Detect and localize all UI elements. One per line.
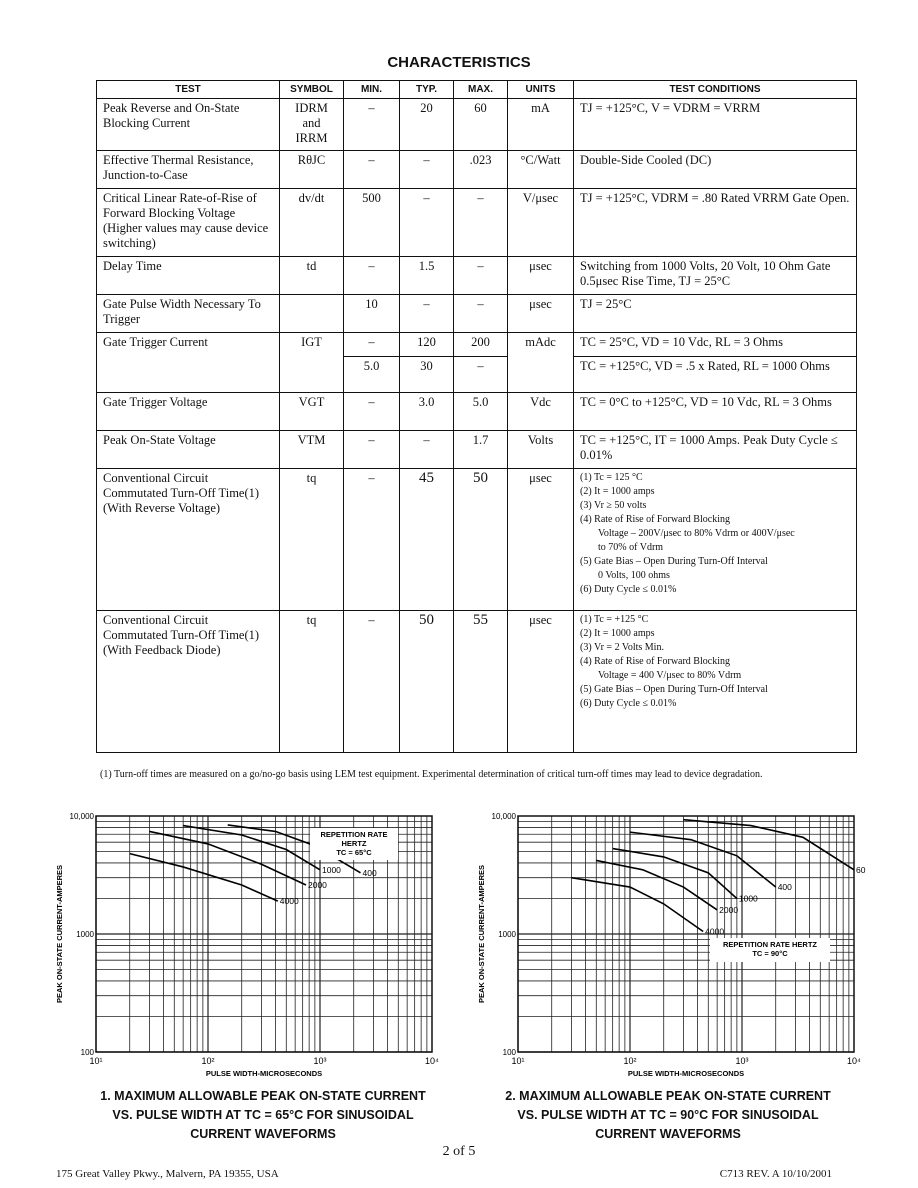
column-header: UNITS — [508, 81, 574, 99]
x-axis-label: PULSE WIDTH-MICROSECONDS — [627, 1069, 745, 1078]
y-tick-label: 100 — [502, 1048, 516, 1057]
series-line — [613, 849, 737, 899]
series-label: 400 — [777, 882, 792, 893]
max-cell: – — [454, 257, 508, 295]
condition-cell: Double-Side Cooled (DC) — [574, 151, 857, 189]
page-title: CHARACTERISTICS — [387, 54, 531, 71]
condition-line: (1) Tc = 125 °C — [580, 472, 643, 483]
typ-cell: 50 — [400, 611, 454, 753]
y-tick-label: 1000 — [76, 930, 94, 939]
series-label: 400 — [362, 867, 377, 878]
characteristics-table — [96, 80, 857, 753]
document-revision: C713 REV. A 10/10/2001 — [719, 1168, 832, 1180]
condition-line: (3) Vr ≥ 50 volts — [580, 500, 647, 511]
series-label: 1000 — [738, 893, 758, 904]
typ-cell: 1.5 — [400, 257, 454, 295]
series-label: 2000 — [308, 880, 327, 891]
min-cell: – — [344, 611, 400, 753]
typ-cell: – — [400, 295, 454, 333]
units-cell: μsec — [508, 611, 574, 753]
condition-cell: TC = 0°C to +125°C, VD = 10 Vdc, RL = 3 Ohms — [574, 393, 857, 431]
series-line — [149, 831, 306, 885]
chart-1 — [48, 806, 448, 1086]
units-cell: mA — [508, 99, 574, 151]
symbol-cell: td — [280, 257, 344, 295]
symbol-cell: tq — [280, 469, 344, 611]
typ-cell: 30 — [400, 357, 454, 393]
max-cell: .023 — [454, 151, 508, 189]
min-cell: 500 — [344, 189, 400, 257]
test-cell: Gate Trigger Voltage — [97, 393, 280, 431]
company-address: 175 Great Valley Pkwy., Malvern, PA 19355, USA — [56, 1168, 279, 1180]
condition-line: Voltage – 200V/μsec to 80% Vdrm or 400V/μsec — [598, 528, 795, 539]
condition-cell: TC = 25°C, VD = 10 Vdc, RL = 3 Ohms — [574, 333, 857, 357]
condition-line: (4) Rate of Rise of Forward Blocking — [580, 656, 730, 667]
typ-cell: 20 — [400, 99, 454, 151]
table-row — [97, 189, 857, 257]
condition-line: (2) It = 1000 amps — [580, 486, 655, 497]
units-cell: °C/Watt — [508, 151, 574, 189]
table-row — [97, 151, 857, 189]
series-label: 4000 — [705, 926, 725, 937]
test-cell: Gate Pulse Width Necessary To Trigger — [97, 295, 280, 333]
legend-title: REPETITION RATE HERTZ — [722, 940, 818, 949]
min-cell: – — [344, 431, 400, 469]
column-header: MIN. — [344, 81, 400, 99]
min-cell: – — [344, 469, 400, 611]
chart-1-caption: 1. MAXIMUM ALLOWABLE PEAK ON-STATE CURRENT VS. PULSE WIDTH AT TC = 65°C FOR SINUSOIDAL CURRENT WAVEFORMS — [100, 1089, 426, 1141]
symbol-cell: IDRM and IRRM — [280, 99, 344, 151]
condition-cell: TJ = 25°C — [574, 295, 857, 333]
x-tick-label: 10² — [623, 1056, 637, 1066]
units-cell: μsec — [508, 257, 574, 295]
page-number: 2 of 5 — [442, 1144, 476, 1159]
column-header: TEST CONDITIONS — [574, 81, 857, 99]
condition-line: (3) Vr = 2 Volts Min. — [580, 642, 664, 653]
test-cell: Critical Linear Rate-of-Rise of Forward Blocking Voltage (Higher values may cause device switching) — [97, 189, 280, 257]
max-cell: – — [454, 357, 508, 393]
y-tick-label: 10,000 — [69, 812, 94, 821]
test-cell: Conventional Circuit Commutated Turn-Off Time(1) (With Reverse Voltage) — [97, 469, 280, 611]
max-cell: 55 — [454, 611, 508, 753]
min-cell: – — [344, 257, 400, 295]
condition-line: (6) Duty Cycle ≤ 0.01% — [580, 698, 677, 709]
test-cell: Conventional Circuit Commutated Turn-Off Time(1) (With Feedback Diode) — [97, 611, 280, 753]
condition-line: (1) Tc = +125 °C — [580, 614, 649, 625]
max-cell: 200 — [454, 333, 508, 357]
units-cell: Volts — [508, 431, 574, 469]
max-cell: 60 — [454, 99, 508, 151]
column-header: TEST — [97, 81, 280, 99]
legend — [310, 828, 398, 860]
condition-line: (5) Gate Bias – Open During Turn-Off Interval — [580, 684, 768, 695]
max-cell: – — [454, 295, 508, 333]
units-cell: μsec — [508, 469, 574, 611]
units-cell: V/μsec — [508, 189, 574, 257]
condition-line: 0 Volts, 100 ohms — [598, 570, 670, 581]
min-cell: – — [344, 151, 400, 189]
max-cell: – — [454, 189, 508, 257]
test-cell: Gate Trigger Current — [97, 333, 280, 393]
y-axis-label: PEAK ON-STATE CURRENT-AMPERES — [477, 864, 486, 1004]
footnote: (1) Turn-off times are measured on a go/no-go basis using LEM test equipment. Experimental determination of critical turn-off times may lead to device degradation. — [100, 769, 763, 780]
symbol-cell: RθJC — [280, 151, 344, 189]
typ-cell: 120 — [400, 333, 454, 357]
condition-line: (5) Gate Bias – Open During Turn-Off Interval — [580, 556, 768, 567]
symbol-cell: dv/dt — [280, 189, 344, 257]
condition-cell: Switching from 1000 Volts, 20 Volt, 10 Ohm Gate 0.5μsec Rise Time, TJ = 25°C — [574, 257, 857, 295]
chart-2-caption: 2. MAXIMUM ALLOWABLE PEAK ON-STATE CURRENT VS. PULSE WIDTH AT TC = 90°C FOR SINUSOIDAL CURRENT WAVEFORMS — [505, 1089, 831, 1141]
condition-line: (6) Duty Cycle ≤ 0.01% — [580, 584, 677, 595]
legend-title: REPETITION RATE — [320, 830, 388, 839]
table-row — [97, 99, 857, 151]
condition-cell: TC = +125°C, VD = .5 x Rated, RL = 1000 Ohms — [574, 357, 857, 393]
units-cell: mAdc — [508, 333, 574, 393]
series-label: 60 — [856, 864, 866, 875]
condition-line: (4) Rate of Rise of Forward Blocking — [580, 514, 730, 525]
typ-cell: 45 — [400, 469, 454, 611]
symbol-cell: tq — [280, 611, 344, 753]
x-tick-label: 10¹ — [89, 1056, 103, 1066]
condition-line: Voltage = 400 V/μsec to 80% Vdrm — [598, 670, 742, 681]
condition-cell: TJ = +125°C, V = VDRM = VRRM — [574, 99, 857, 151]
table-row — [97, 295, 857, 333]
table-row — [97, 257, 857, 295]
x-tick-label: 10³ — [313, 1056, 327, 1066]
min-cell: – — [344, 393, 400, 431]
min-cell: 10 — [344, 295, 400, 333]
table-row — [97, 611, 857, 753]
typ-cell: – — [400, 431, 454, 469]
y-tick-label: 100 — [80, 1048, 94, 1057]
table-row — [97, 393, 857, 431]
condition-cell — [574, 469, 857, 611]
legend-title: HERTZ — [341, 839, 367, 848]
test-cell: Effective Thermal Resistance, Junction-to-Case — [97, 151, 280, 189]
table-row — [97, 431, 857, 469]
min-cell: – — [344, 99, 400, 151]
symbol-cell: VTM — [280, 431, 344, 469]
column-header: SYMBOL — [280, 81, 344, 99]
table-row — [97, 333, 857, 357]
max-cell: 5.0 — [454, 393, 508, 431]
test-cell: Peak Reverse and On-State Blocking Current — [97, 99, 280, 151]
table-header-row — [97, 81, 857, 99]
x-tick-label: 10³ — [735, 1056, 749, 1066]
max-cell: 50 — [454, 469, 508, 611]
condition-cell: TC = +125°C, IT = 1000 Amps. Peak Duty Cycle ≤ 0.01% — [574, 431, 857, 469]
series-label: 1000 — [322, 864, 341, 875]
y-axis-label: PEAK ON-STATE CURRENT-AMPERES — [55, 864, 64, 1004]
series-label: 4000 — [279, 896, 299, 907]
x-axis-label: PULSE WIDTH-MICROSECONDS — [205, 1069, 323, 1078]
series-label: 2000 — [719, 904, 739, 915]
min-cell: 5.0 — [344, 357, 400, 393]
test-cell: Peak On-State Voltage — [97, 431, 280, 469]
units-cell: Vdc — [508, 393, 574, 431]
test-cell: Delay Time — [97, 257, 280, 295]
typ-cell: – — [400, 151, 454, 189]
x-tick-label: 10¹ — [511, 1056, 525, 1066]
y-tick-label: 1000 — [498, 930, 516, 939]
legend-title: TC = 90°C — [752, 949, 788, 958]
typ-cell: 3.0 — [400, 393, 454, 431]
condition-cell: TJ = +125°C, VDRM = .80 Rated VRRM Gate Open. — [574, 189, 857, 257]
legend — [710, 938, 830, 962]
min-cell: – — [344, 333, 400, 357]
x-tick-label: 10⁴ — [425, 1056, 439, 1066]
symbol-cell: VGT — [280, 393, 344, 431]
legend-title: TC = 65°C — [336, 848, 372, 857]
chart-2 — [470, 806, 870, 1086]
condition-cell — [574, 611, 857, 753]
x-tick-label: 10⁴ — [847, 1056, 861, 1066]
series-line — [630, 832, 776, 887]
condition-line: to 70% of Vdrm — [598, 542, 664, 553]
table-row — [97, 469, 857, 611]
units-cell: μsec — [508, 295, 574, 333]
condition-line: (2) It = 1000 amps — [580, 628, 655, 639]
column-header: MAX. — [454, 81, 508, 99]
max-cell: 1.7 — [454, 431, 508, 469]
typ-cell: – — [400, 189, 454, 257]
column-header: TYP. — [400, 81, 454, 99]
symbol-cell: IGT — [280, 333, 344, 393]
y-tick-label: 10,000 — [491, 812, 516, 821]
x-tick-label: 10² — [201, 1056, 215, 1066]
symbol-cell — [280, 295, 344, 333]
